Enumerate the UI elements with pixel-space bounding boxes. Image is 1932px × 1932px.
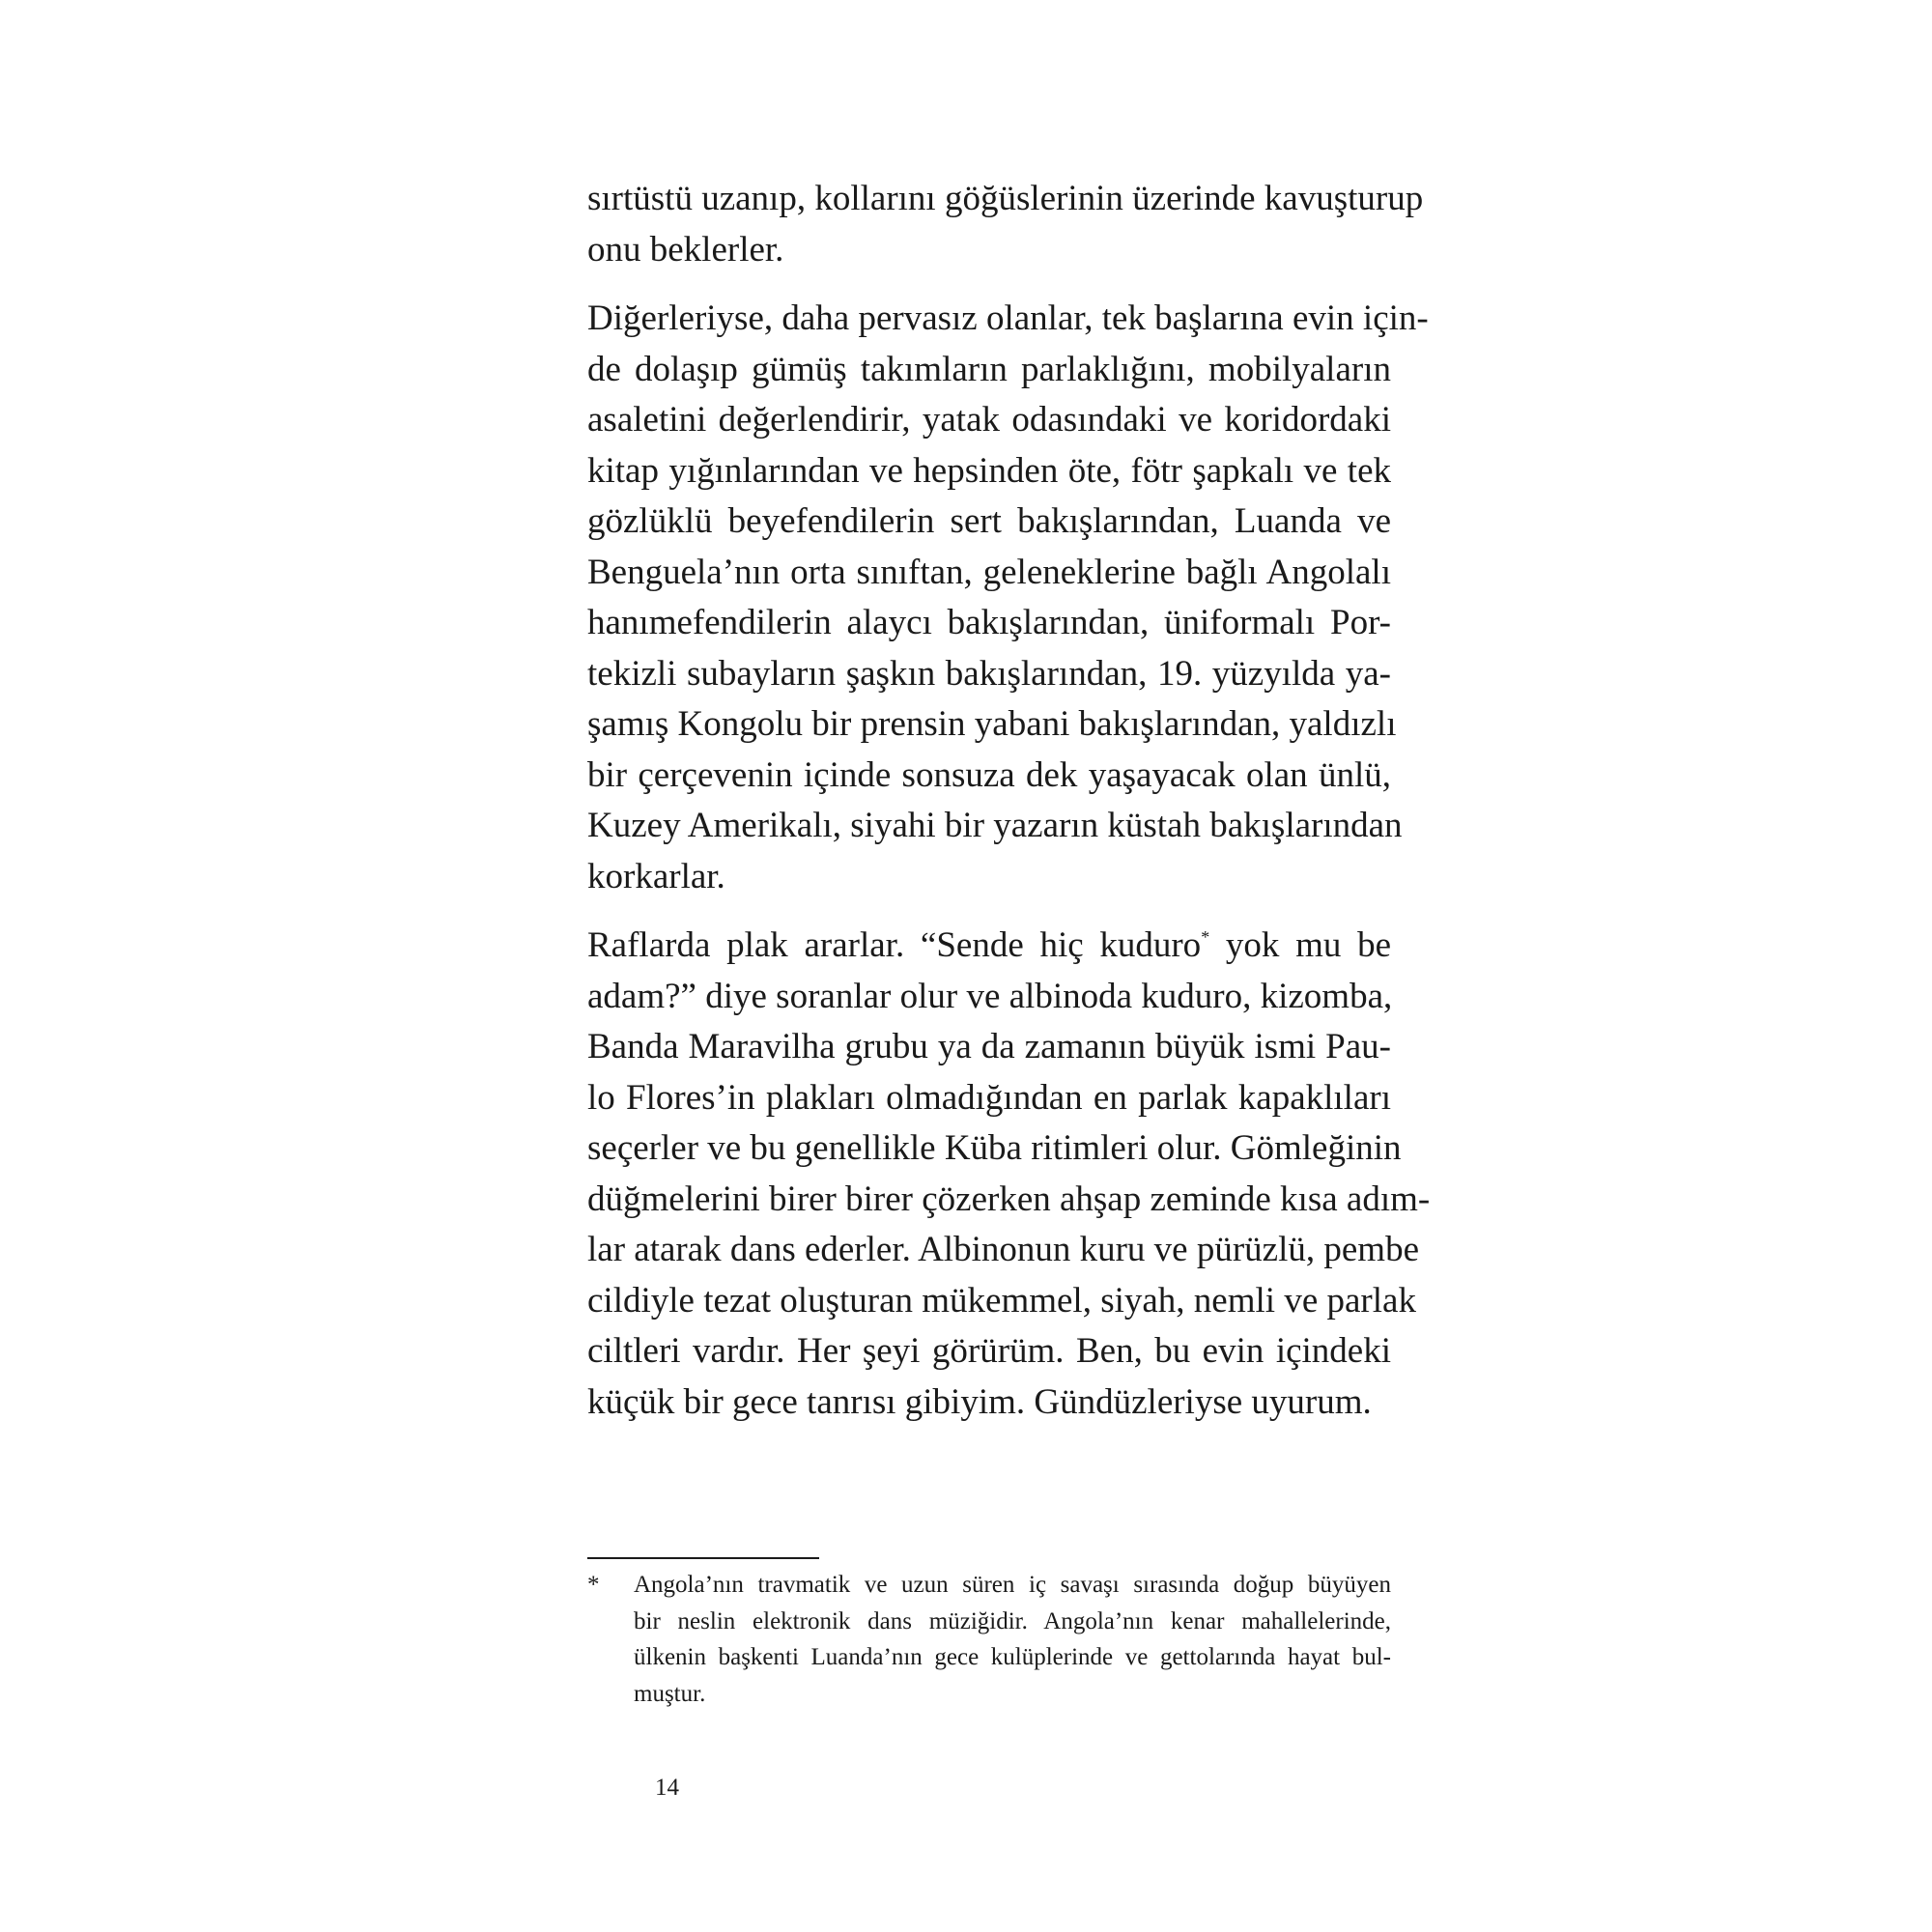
text-line: Kuzey Amerikalı, siyahi bir yazarın küstah bakışlarından bbox=[587, 806, 1403, 845]
footnote-symbol: * bbox=[587, 1572, 600, 1598]
footnote-reference: * bbox=[1201, 927, 1210, 947]
text-line: cildiyle tezat oluşturan mükemmel, siyah, nemli ve parlak bbox=[587, 1280, 1416, 1321]
text-line: Banda Maravilha grubu ya da zamanın büyük ismi Pau- bbox=[587, 1027, 1391, 1066]
text-line: Diğerleriyse, daha pervasız olanlar, tek başlarına evin için- bbox=[587, 298, 1429, 338]
text-line: şamış Kongolu bir prensin yabani bakışlarından, yaldızlı bbox=[587, 704, 1397, 744]
footnote-divider bbox=[587, 1557, 819, 1559]
text-segment: yok mu be bbox=[1209, 925, 1391, 965]
text-segment: Raflarda plak ararlar. “Sende hiç kuduro bbox=[587, 925, 1202, 965]
footnote-line: ülkenin başkenti Luanda’nın gece kulüplerinde ve gettolarında hayat bul- bbox=[634, 1644, 1391, 1670]
page-number: 14 bbox=[655, 1775, 679, 1801]
paragraph-2 bbox=[587, 294, 1429, 902]
text-line: seçerler ve bu genellikle Küba ritimleri olur. Gömleğinin bbox=[587, 1128, 1402, 1168]
text-line: adam?” diye soranlar olur ve albinoda kuduro, kizomba, bbox=[587, 976, 1393, 1016]
text-line: küçük bir gece tanrısı gibiyim. Gündüzleriyse uyurum. bbox=[587, 1381, 1372, 1422]
text-line: sırtüstü uzanıp, kollarını göğüslerinin üzerinde kavuşturup bbox=[587, 179, 1424, 218]
text-line: de dolaşıp gümüş takımların parlaklığını, mobilyaların bbox=[587, 349, 1391, 389]
paragraph-1 bbox=[587, 174, 1424, 275]
text-line: asaletini değerlendirir, yatak odasındaki ve koridordaki bbox=[587, 400, 1391, 440]
text-line: Benguela’nın orta sınıftan, geleneklerine bağlı Angolalı bbox=[587, 552, 1391, 592]
text-line: düğmelerini birer birer çözerken ahşap zeminde kısa adım- bbox=[587, 1179, 1431, 1219]
footnote-line: Angola’nın travmatik ve uzun süren iç savaşı sırasında doğup büyüyen bbox=[634, 1572, 1391, 1598]
text-line: ciltleri vardır. Her şeyi görürüm. Ben, bu evin içindeki bbox=[587, 1331, 1391, 1371]
body-text bbox=[587, 174, 1431, 1428]
text-line: korkarlar. bbox=[587, 856, 725, 896]
text-line-with-footnote-mark bbox=[587, 921, 1391, 972]
text-line: hanımefendilerin alaycı bakışlarından, üniformalı Por- bbox=[587, 603, 1391, 642]
paragraph-spacer bbox=[587, 275, 1391, 294]
text-line: kitap yığınlarından ve hepsinden öte, fötr şapkalı ve tek bbox=[587, 450, 1391, 491]
text-line: lo Flores’in plakları olmadığından en parlak kapaklıları bbox=[587, 1077, 1391, 1118]
text-line: tekizli subayların şaşkın bakışlarından, 19. yüzyılda ya- bbox=[587, 653, 1391, 694]
footnote-line: bir neslin elektronik dans müziğidir. Angola’nın kenar mahallelerinde, bbox=[634, 1607, 1391, 1634]
text-line: gözlüklü beyefendilerin sert bakışlarından, Luanda ve bbox=[587, 501, 1391, 541]
paragraph-3 bbox=[587, 921, 1431, 1428]
text-line: lar atarak dans ederler. Albinonun kuru ve pürüzlü, pembe bbox=[587, 1230, 1419, 1269]
text-line: onu beklerler. bbox=[587, 229, 784, 270]
paragraph-spacer bbox=[587, 902, 1391, 921]
footnote bbox=[587, 1567, 1391, 1712]
footnote-line: muştur. bbox=[634, 1680, 706, 1707]
footnote-body bbox=[634, 1567, 1391, 1712]
text-line: bir çerçevenin içinde sonsuza dek yaşayacak olan ünlü, bbox=[587, 754, 1391, 795]
